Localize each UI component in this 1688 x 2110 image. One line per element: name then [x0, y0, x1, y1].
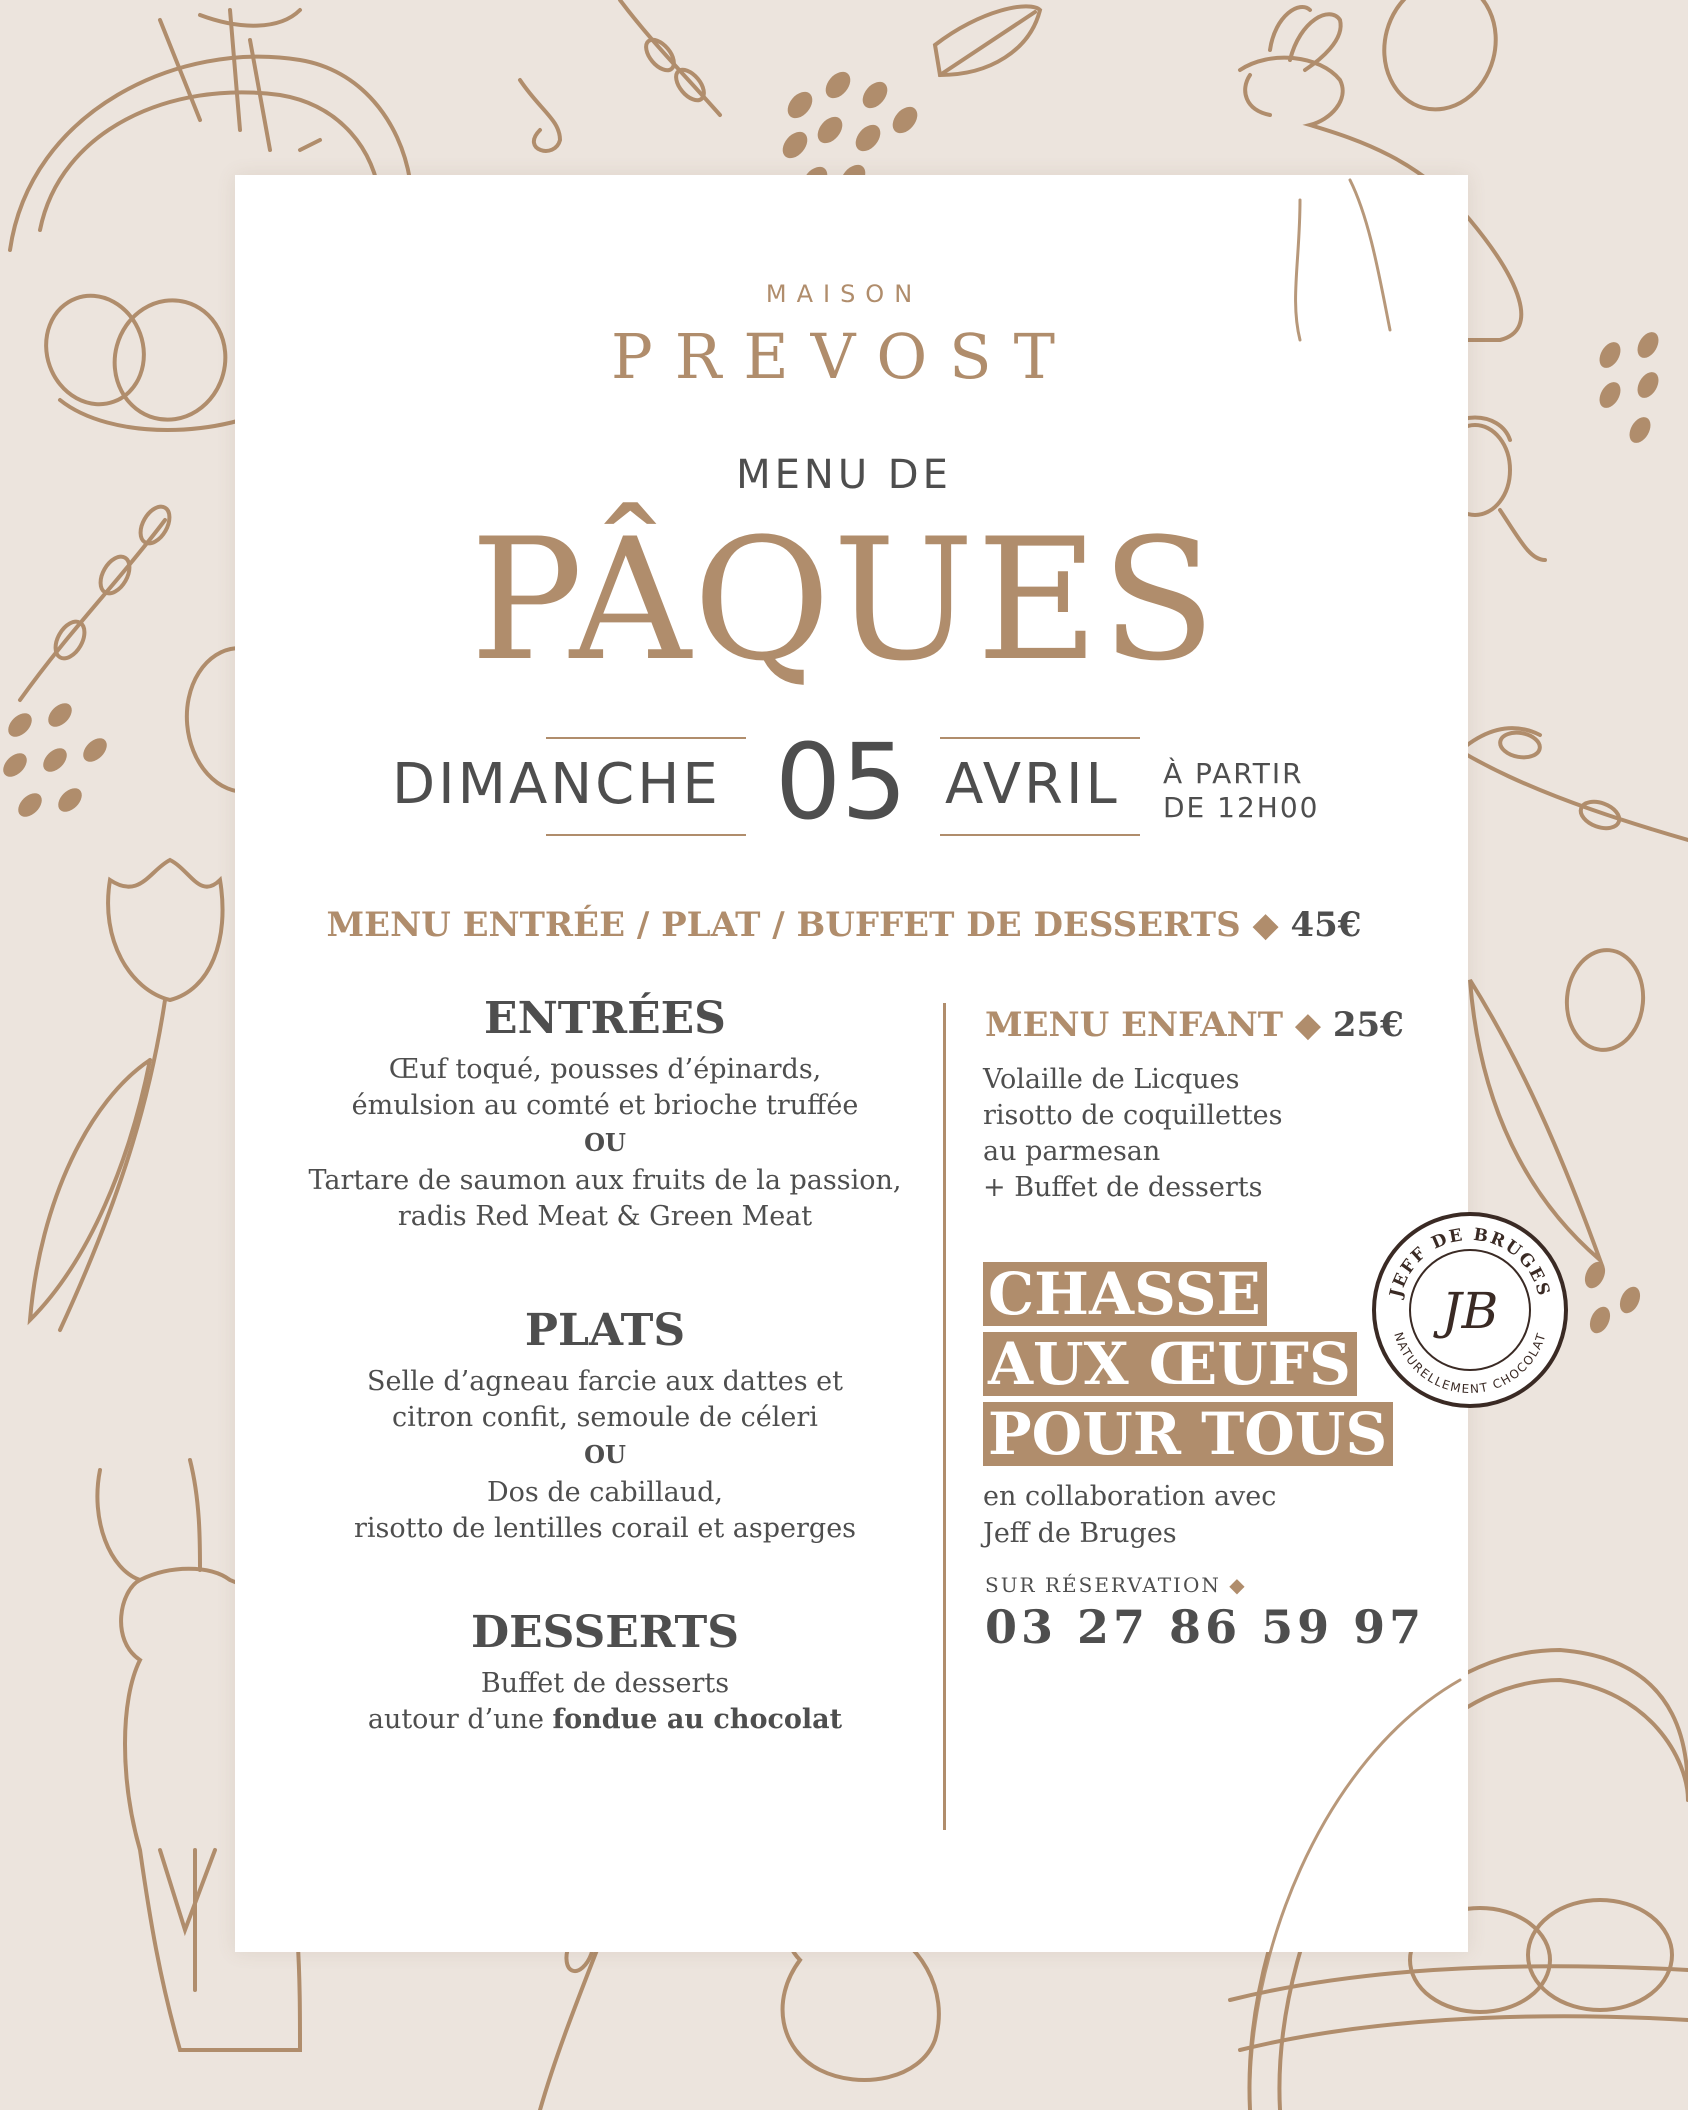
section-title: PLATS — [524, 1305, 686, 1356]
date-weekday: DIMANCHE — [392, 752, 721, 817]
egg-hunt-line: POUR TOUS — [983, 1402, 1393, 1466]
section-plats — [275, 1305, 935, 1547]
dish-option — [275, 1364, 935, 1436]
or-separator: OU — [584, 1128, 626, 1157]
offer-text: MENU ENTRÉE / PLAT / BUFFET DE DESSERTS — [326, 905, 1241, 945]
brand-small: MAISON — [765, 280, 923, 308]
date-day: 05 — [775, 721, 908, 843]
menu-offer — [0, 905, 1688, 945]
section-title: ENTRÉES — [484, 993, 726, 1044]
catkin-branch-icon — [520, 0, 720, 151]
dish-line: risotto de lentilles corail et asperges — [353, 1513, 857, 1544]
kids-menu-price: 25€ — [1332, 1005, 1404, 1045]
or-separator: OU — [584, 1440, 626, 1469]
diamond-icon: ◆ — [1294, 1005, 1322, 1045]
kids-menu-line: au parmesan — [983, 1136, 1161, 1167]
dish-line: Dos de cabillaud, — [487, 1477, 723, 1508]
dish-line: citron confit, semoule de céleri — [392, 1402, 818, 1433]
badge-top-text: JEFF DE BRUGES — [1386, 1224, 1554, 1300]
page-title: PÂQUES — [470, 502, 1218, 698]
date-rule — [940, 834, 1140, 836]
date-rule — [546, 834, 746, 836]
reservation-label — [985, 1573, 1247, 1597]
dish-line: émulsion au comté et brioche truffée — [351, 1090, 859, 1121]
reservation-text: SUR RÉSERVATION — [985, 1573, 1221, 1597]
kids-menu-line: + Buffet de desserts — [983, 1172, 1263, 1203]
dish-line: Selle d’agneau farcie aux dattes et — [367, 1366, 843, 1397]
dish-option — [275, 1163, 935, 1235]
collab-line: Jeff de Bruges — [983, 1518, 1177, 1549]
date-month: AVRIL — [945, 752, 1120, 817]
diamond-icon: ◆ — [1252, 905, 1279, 945]
reservation-phone[interactable]: 03 27 86 59 97 — [985, 1600, 1426, 1654]
offer-price: 45€ — [1290, 905, 1362, 945]
kids-menu-items — [983, 1062, 1283, 1206]
date-rule — [940, 737, 1140, 739]
time-line-1: À PARTIR — [1163, 757, 1304, 790]
kids-menu-line: risotto de coquillettes — [983, 1100, 1283, 1131]
easter-egg-icon — [1563, 947, 1647, 1053]
badge-bottom-text: NATURELLEMENT CHOCOLAT — [1391, 1330, 1549, 1397]
menu-heading: MENU DE — [736, 452, 952, 498]
section-desserts — [275, 1607, 935, 1738]
time-line-2: DE 12H00 — [1163, 791, 1320, 824]
date-time — [1163, 757, 1319, 825]
dish-line: radis Red Meat & Green Meat — [397, 1201, 813, 1232]
dish-text: autour d’une — [367, 1704, 553, 1735]
diamond-icon: ◆ — [1229, 1573, 1247, 1597]
egg-hunt-line: CHASSE — [983, 1262, 1267, 1326]
kids-menu-label: MENU ENFANT — [985, 1005, 1284, 1045]
dish-line: Buffet de desserts — [480, 1668, 730, 1699]
badge-monogram: JB — [1441, 1282, 1499, 1340]
section-title: DESSERTS — [470, 1607, 740, 1658]
leaf-icon — [935, 6, 1040, 75]
partner-badge — [1370, 1210, 1570, 1410]
dish-option — [275, 1052, 935, 1124]
collab-line: en collaboration avec — [983, 1481, 1277, 1512]
kids-menu-line: Volaille de Licques — [983, 1064, 1240, 1095]
dish-highlight: fondue au chocolat — [552, 1704, 843, 1735]
dish-option — [275, 1666, 935, 1738]
easter-egg-icon — [1370, 0, 1510, 122]
column-divider — [943, 1003, 946, 1830]
collaboration-note — [983, 1478, 1276, 1552]
section-entrees — [275, 993, 935, 1235]
date-rule — [546, 737, 746, 739]
egg-hunt-banner — [983, 1262, 1393, 1472]
brand-name: PREVOST — [611, 320, 1077, 393]
dish-line: Tartare de saumon aux fruits de la passion, — [308, 1165, 902, 1196]
kids-menu-title — [985, 1005, 1404, 1045]
dish-option — [275, 1475, 935, 1547]
dish-line — [275, 1702, 935, 1738]
egg-hunt-line: AUX ŒUFS — [983, 1332, 1357, 1396]
dish-line: Œuf toqué, pousses d’épinards, — [388, 1054, 822, 1085]
